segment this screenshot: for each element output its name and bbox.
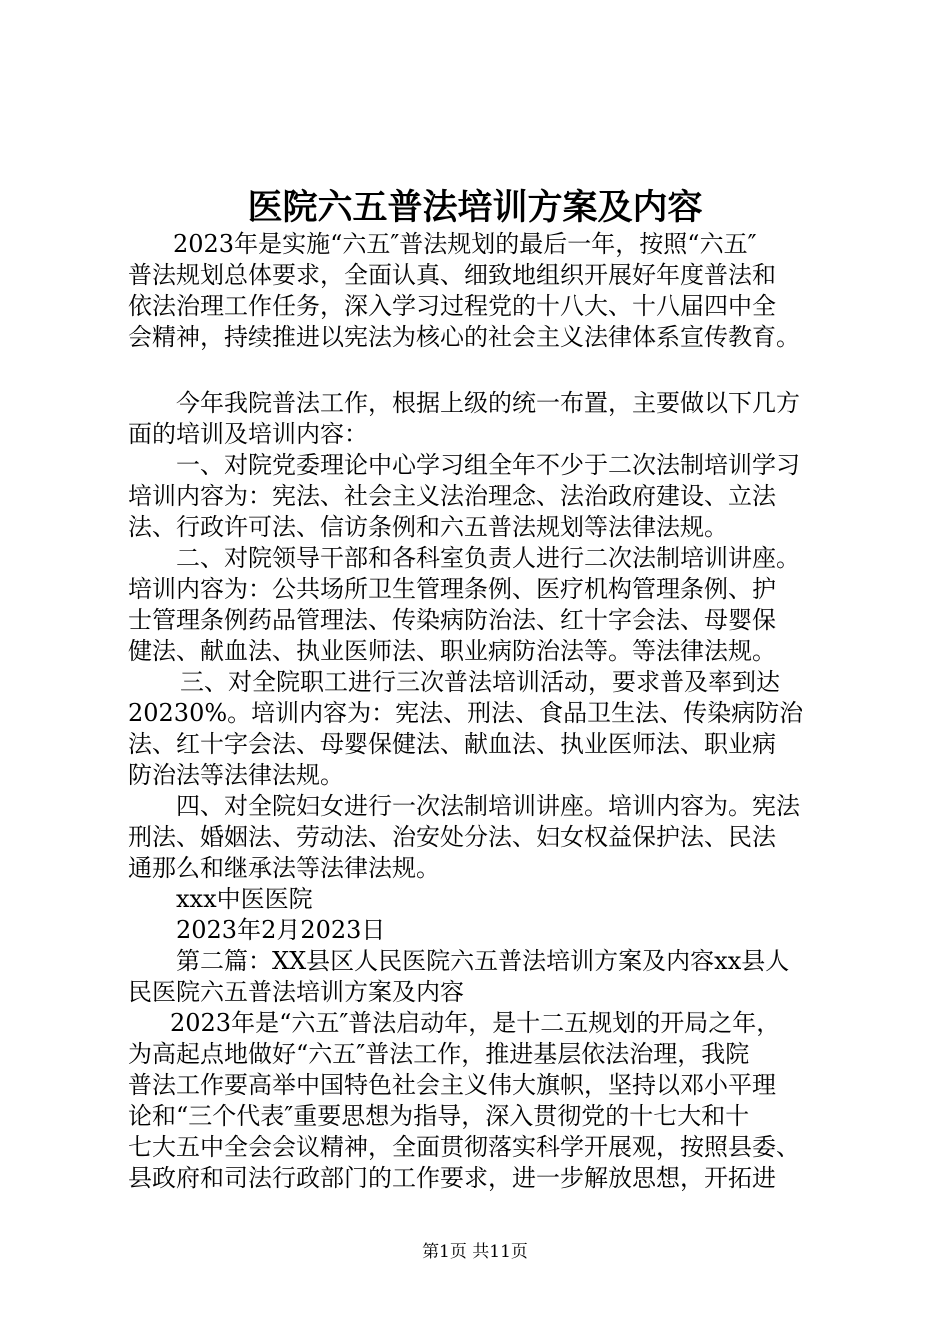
body-line: 培训内容为：宪法、社会主义法治理念、法治政府建设、立法: [128, 482, 776, 510]
body-line: 一、对院党委理论中心学习组全年不少于二次法制培训学习: [176, 451, 800, 479]
body-line: 健法、献血法、执业医师法、职业病防治法等。等法律法规。: [128, 637, 776, 665]
body-line: 二、对院领导干部和各科室负责人进行二次法制培训讲座。: [176, 544, 800, 572]
body-line: 今年我院普法工作，根据上级的统一布置，主要做以下几方: [176, 389, 800, 417]
body-line: 刑法、婚姻法、劳动法、治安处分法、妇女权益保护法、民法: [128, 823, 776, 851]
body-line: 依法治理工作任务，深入学习过程党的十八大、十八届四中全: [128, 292, 776, 320]
body-line: 普法工作要高举中国特色社会主义伟大旗帜，坚持以邓小平理: [128, 1071, 776, 1099]
body-line: 三、对全院职工进行三次普法培训活动，要求普及率到达: [180, 668, 780, 696]
body-line: 第二篇：XX县区人民医院六五普法培训方案及内容xx县人: [176, 947, 790, 975]
body-line: 普法规划总体要求，全面认真、细致地组织开展好年度普法和: [128, 261, 776, 289]
signature-org: xxx中医医院: [176, 885, 313, 913]
body-line: 士管理条例药品管理法、传染病防治法、红十字会法、母婴保: [128, 606, 776, 634]
body-line: 法、红十字会法、母婴保健法、献血法、执业医师法、职业病: [128, 730, 776, 758]
signature-date: 2023年2月2023日: [176, 916, 386, 944]
body-line: 2023年是实施“六五″普法规划的最后一年，按照“六五″: [173, 230, 757, 258]
body-line: 四、对全院妇女进行一次法制培训讲座。培训内容为。宪法: [176, 792, 800, 820]
body-line: 论和“三个代表″重要思想为指导，深入贯彻党的十七大和十: [128, 1102, 750, 1130]
page-number: 第1页 共11页: [422, 1242, 528, 1262]
body-line: 20230%。培训内容为：宪法、刑法、食品卫生法、传染病防治: [128, 699, 804, 727]
body-line: 会精神，持续推进以宪法为核心的社会主义法律体系宣传教育。: [128, 323, 800, 351]
body-line: 法、行政许可法、信访条例和六五普法规划等法律法规。: [128, 513, 728, 541]
body-line: 通那么和继承法等法律法规。: [128, 854, 440, 882]
document-title: 医院六五普法培训方案及内容: [247, 187, 703, 228]
body-line: 2023年是“六五″普法启动年，是十二五规划的开局之年，: [170, 1009, 781, 1037]
body-line: 为高起点地做好“六五″普法工作，推进基层依法治理，我院: [128, 1040, 750, 1068]
body-line: 防治法等法律法规。: [128, 761, 344, 789]
body-line: 民医院六五普法培训方案及内容: [128, 978, 464, 1006]
body-line: 面的培训及培训内容：: [128, 420, 368, 448]
body-line: 县政府和司法行政部门的工作要求，进一步解放思想，开拓进: [128, 1164, 776, 1192]
body-line: 七大五中全会会议精神，全面贯彻落实科学开展观，按照县委、: [128, 1133, 800, 1161]
body-line: 培训内容为：公共场所卫生管理条例、医疗机构管理条例、护: [128, 575, 776, 603]
